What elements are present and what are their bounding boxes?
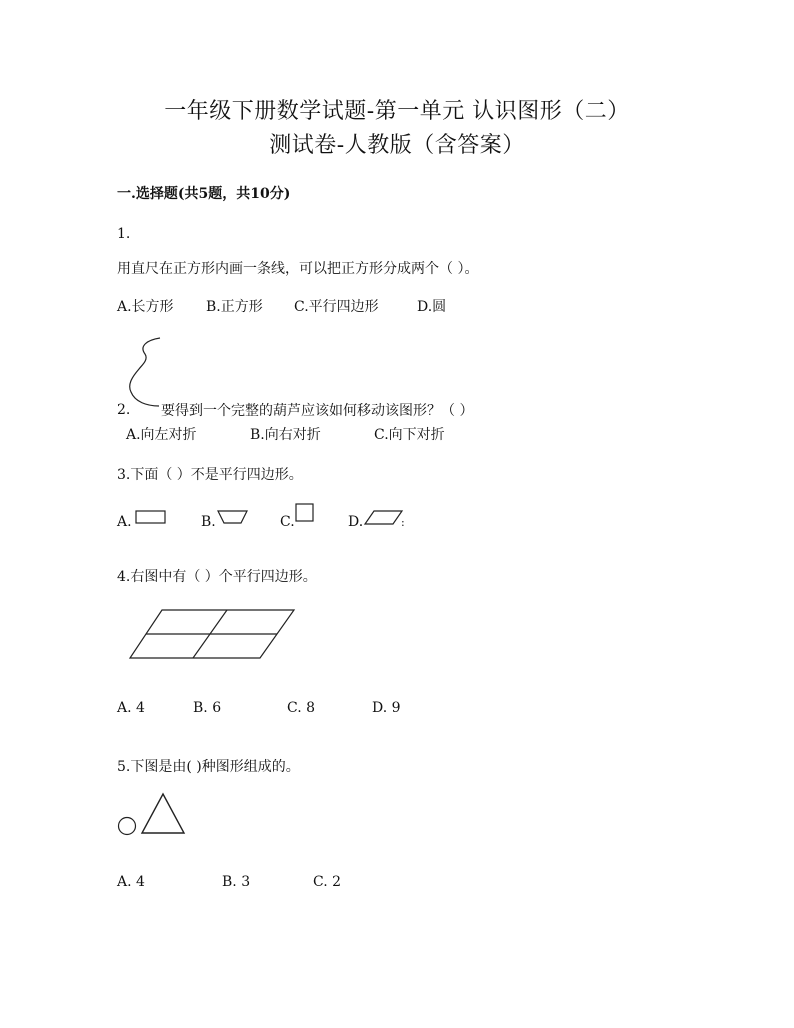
q4-option-b[interactable]: B. 6 <box>193 700 222 716</box>
q2-number: 2. <box>117 402 131 418</box>
q4-option-c[interactable]: C. 8 <box>287 700 316 716</box>
trapezoid-shape <box>217 509 249 525</box>
section-heading: 一.选择题(共5题，共10分) <box>117 186 291 202</box>
q2-option-a[interactable]: A.向左对折 <box>126 427 197 443</box>
page-title-line2: 测试卷-人教版（含答案） <box>269 133 525 158</box>
q3-option-a[interactable]: A. <box>117 514 132 530</box>
q1-option-a[interactable]: A.长方形 <box>117 299 174 315</box>
page-title-line1: 一年级下册数学试题-第一单元 认识图形（二） <box>164 99 630 124</box>
q5-option-a[interactable]: A. 4 <box>117 874 145 890</box>
q4-option-d[interactable]: D. 9 <box>372 700 401 716</box>
q2-option-c[interactable]: C.向下对折 <box>374 427 445 443</box>
q1-text: 用直尺在正方形内画一条线，可以把正方形分成两个（ ）。 <box>117 261 479 277</box>
rectangle-shape <box>135 510 167 524</box>
half-gourd-figure <box>125 336 165 411</box>
q5-option-c[interactable]: C. 2 <box>313 874 342 890</box>
q1-option-d[interactable]: D.圆 <box>417 299 447 315</box>
divided-parallelogram-figure <box>128 608 298 660</box>
q5-text: 5.下图是由( )种图形组成的。 <box>117 759 300 775</box>
q4-option-a[interactable]: A. 4 <box>117 700 145 716</box>
circle-and-triangle-figure <box>117 792 187 837</box>
q3-option-c[interactable]: C. <box>280 514 295 530</box>
q1-option-b[interactable]: B.正方形 <box>206 299 263 315</box>
q3-trailing-mark: : <box>401 516 405 529</box>
q1-number: 1. <box>117 226 131 242</box>
parallelogram-shape <box>364 510 404 526</box>
q3-text: 3.下面（ ）不是平行四边形。 <box>117 467 303 483</box>
q3-option-d[interactable]: D. <box>348 514 364 530</box>
square-shape <box>295 503 315 523</box>
q3-option-b[interactable]: B. <box>201 514 216 530</box>
q2-option-b[interactable]: B.向右对折 <box>250 427 321 443</box>
q5-option-b[interactable]: B. 3 <box>222 874 251 890</box>
q4-text: 4.右图中有（ ）个平行四边形。 <box>117 569 317 585</box>
q2-text: 要得到一个完整的葫芦应该如何移动该图形？（ ） <box>161 403 474 419</box>
q1-option-c[interactable]: C.平行四边形 <box>294 299 379 315</box>
